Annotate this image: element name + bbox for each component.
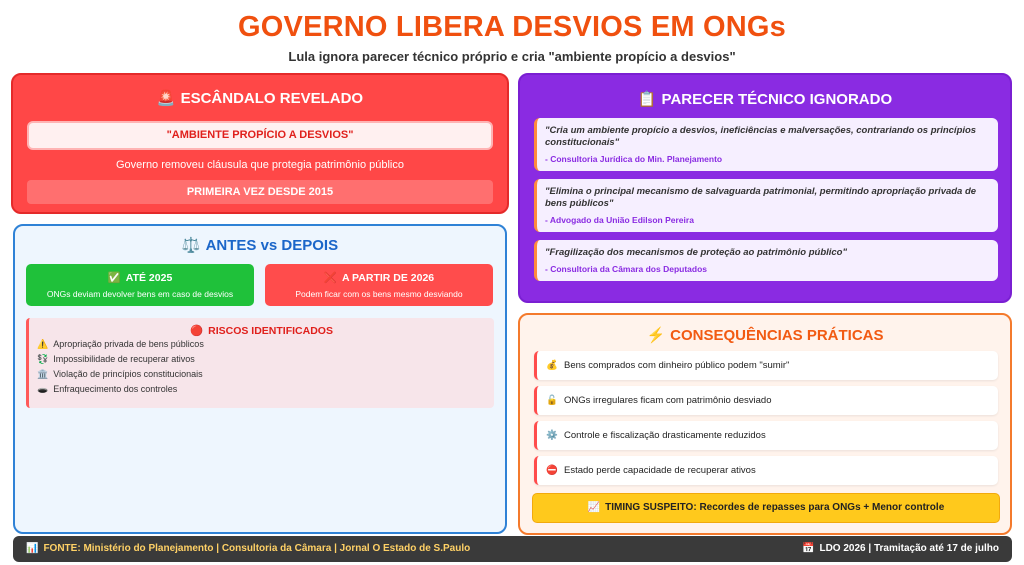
institution-icon: 🏛️ — [37, 369, 49, 379]
header — [0, 0, 1024, 64]
money-bag-icon: 💰 — [546, 360, 558, 371]
after-title-text: A PARTIR DE 2026 — [341, 272, 435, 284]
before-after-title-text: ANTES vs DEPOIS — [205, 237, 339, 254]
quote-author: - Consultoria Jurídica do Min. Planejamento — [545, 154, 723, 164]
scandal-panel — [11, 73, 509, 214]
no-entry-icon: ⛔ — [546, 465, 558, 476]
risks-title-text: RISCOS IDENTIFICADOS — [208, 325, 333, 337]
quote-text: "Fragilização dos mecanismos de proteção ao patrimônio público" — [545, 247, 847, 258]
risk-item — [37, 352, 494, 367]
before-card — [26, 264, 254, 306]
before-title — [26, 271, 254, 284]
gear-icon: ⚙️ — [546, 430, 558, 441]
scales-icon: ⚖️ — [181, 237, 201, 254]
footer-ldo — [802, 536, 999, 562]
consequence-text: ONGs irregulares ficam com patrimônio desviado — [564, 395, 772, 406]
red-circle-icon: 🔴 — [190, 325, 204, 337]
check-icon: ✅ — [107, 272, 121, 284]
parecer-title-text: PARECER TÉCNICO IGNORADO — [661, 91, 893, 108]
risk-text: Apropriação privada de bens públicos — [53, 339, 204, 349]
siren-icon: 🚨 — [156, 90, 176, 107]
footer-source — [26, 536, 470, 562]
risk-item — [37, 367, 494, 382]
consequence-item — [534, 421, 998, 450]
before-title-text: ATÉ 2025 — [125, 272, 173, 284]
timing-banner — [532, 493, 1000, 523]
before-after-title — [15, 236, 505, 254]
currency-exchange-icon: 💱 — [37, 354, 49, 364]
quote-card — [534, 118, 998, 171]
cross-icon: ❌ — [323, 272, 337, 284]
risk-item — [37, 337, 494, 352]
calendar-icon: 📅 — [802, 543, 815, 554]
warning-icon: ⚠️ — [37, 339, 49, 349]
consequence-item — [534, 351, 998, 380]
clipboard-icon: 📋 — [637, 91, 657, 108]
footer-ldo-text: LDO 2026 | Tramitação até 17 de julho — [819, 543, 999, 554]
risks-box — [26, 318, 494, 408]
scandal-title-text: ESCÂNDALO REVELADO — [180, 90, 364, 107]
page-subtitle: Lula ignora parecer técnico próprio e cria "ambiente propício a desvios" — [288, 49, 736, 64]
consequence-item — [534, 386, 998, 415]
page-title: GOVERNO LIBERA DESVIOS EM ONGs — [238, 11, 786, 43]
before-after-panel — [13, 224, 507, 534]
consequences-title — [520, 326, 1010, 344]
parecer-title — [520, 90, 1010, 108]
scandal-quote: "AMBIENTE PROPÍCIO A DESVIOS" — [27, 121, 493, 150]
consequence-text: Controle e fiscalização drasticamente reduzidos — [564, 430, 766, 441]
after-title — [265, 271, 493, 284]
chart-up-icon: 📈 — [587, 502, 601, 513]
quote-card — [534, 240, 998, 281]
after-desc: Podem ficar com os bens mesmo desviando — [295, 289, 463, 299]
risk-item — [37, 382, 494, 397]
lightning-icon: ⚡ — [646, 327, 666, 344]
quote-author: - Consultoria da Câmara dos Deputados — [545, 264, 707, 274]
scandal-title — [13, 89, 507, 107]
scandal-band: PRIMEIRA VEZ DESDE 2015 — [27, 180, 493, 204]
risk-text: Impossibilidade de recuperar ativos — [53, 354, 195, 364]
parecer-panel — [518, 73, 1012, 303]
risk-text: Violação de princípios constitucionais — [53, 369, 203, 379]
quote-text: "Cria um ambiente propício a desvios, ineficiências e malversações, contrariando os princípios constitucionais" — [545, 125, 977, 148]
before-desc: ONGs deviam devolver bens em caso de desvios — [46, 289, 234, 299]
scandal-description: Governo removeu cláusula que protegia patrimônio público — [115, 159, 404, 171]
quote-text: "Elimina o principal mecanismo de salvaguarda patrimonial, permitindo apropriação privada de bens públicos" — [545, 186, 977, 209]
footer-source-text: FONTE: Ministério do Planejamento | Consultoria da Câmara | Jornal O Estado de S.Paulo — [43, 543, 471, 554]
unlocked-icon: 🔓 — [546, 395, 558, 406]
consequence-item — [534, 456, 998, 485]
hole-icon: 🕳️ — [37, 384, 49, 394]
consequence-text: Estado perde capacidade de recuperar ativos — [564, 465, 756, 476]
consequences-title-text: CONSEQUÊNCIAS PRÁTICAS — [670, 327, 884, 344]
timing-text: TIMING SUSPEITO: Recordes de repasses para ONGs + Menor controle — [605, 502, 945, 513]
risks-title — [29, 324, 494, 337]
quote-card — [534, 179, 998, 232]
bar-chart-icon: 📊 — [26, 543, 39, 554]
risk-text: Enfraquecimento dos controles — [53, 384, 178, 394]
footer — [13, 536, 1012, 562]
consequences-panel — [518, 313, 1012, 535]
consequence-text: Bens comprados com dinheiro público podem "sumir" — [564, 360, 790, 371]
after-card — [265, 264, 493, 306]
quote-author: - Advogado da União Edilson Pereira — [545, 215, 694, 225]
